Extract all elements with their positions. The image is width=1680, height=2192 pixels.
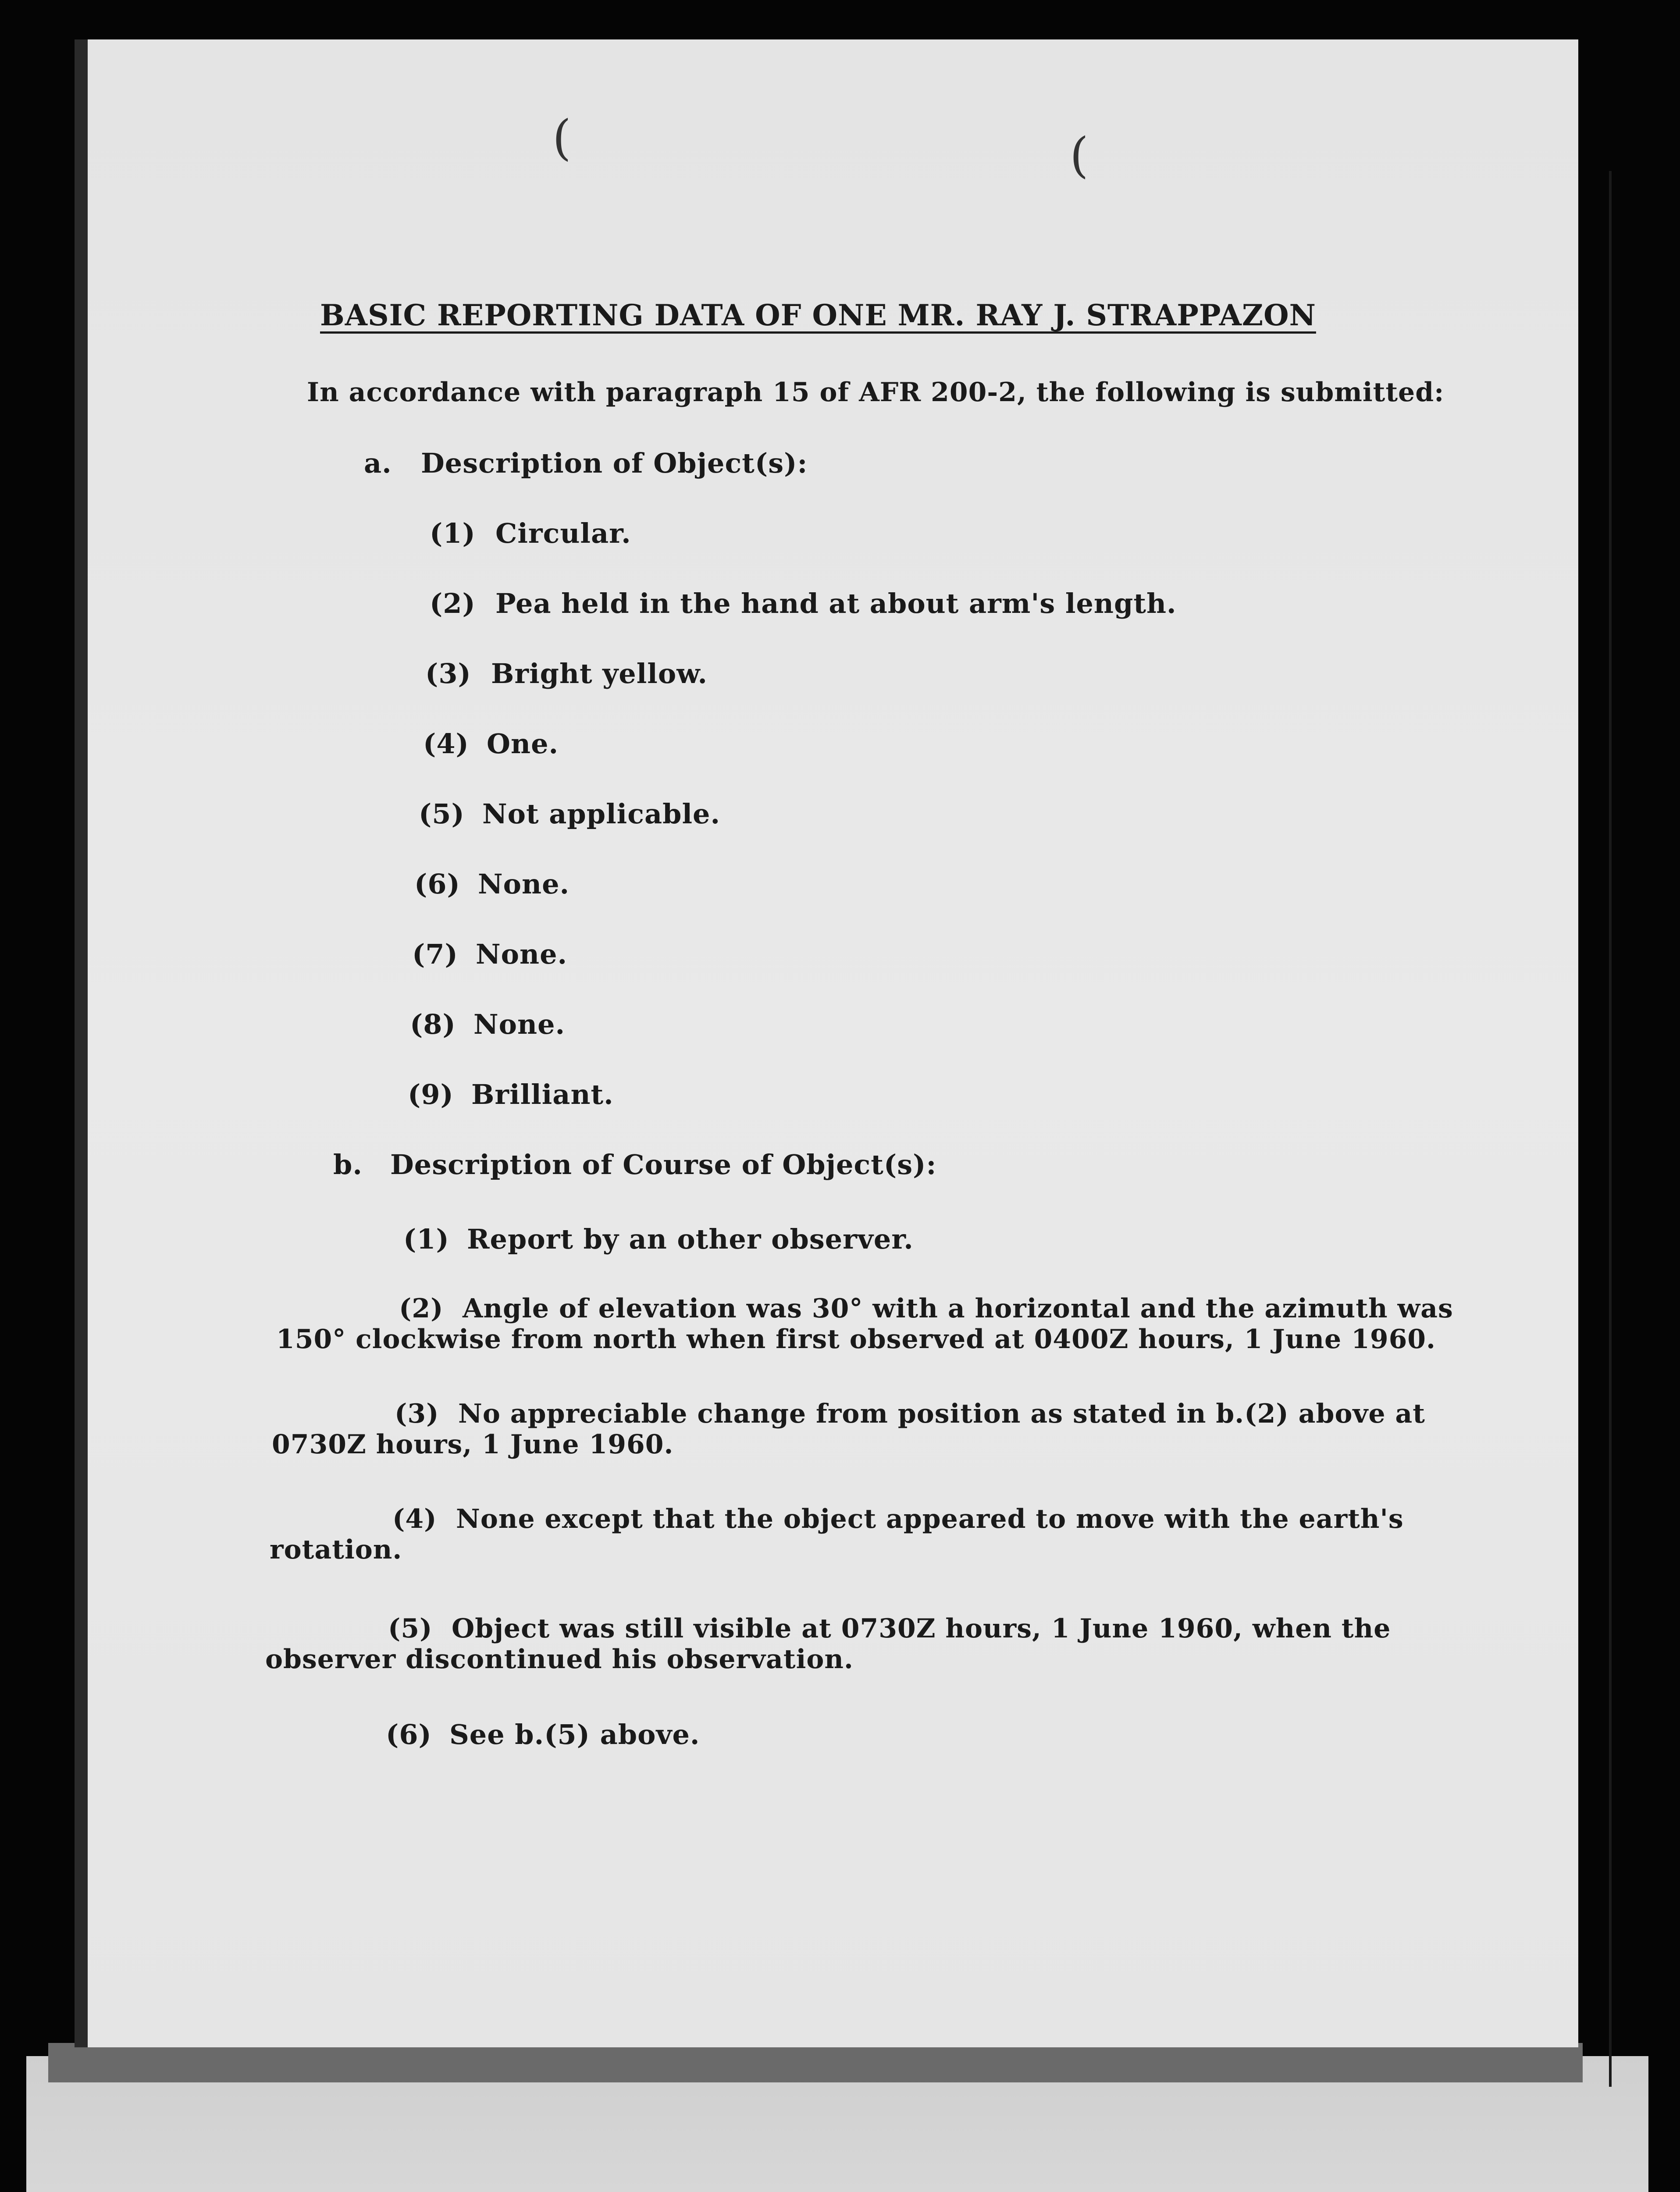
item-text: Not applicable. — [482, 798, 721, 830]
item-text-line: None except that the object appeared to move with the earth's — [456, 1504, 1404, 1534]
section-a-heading: Description of Object(s): — [421, 447, 808, 479]
item-number: (5) — [419, 798, 465, 830]
section-b-heading: Description of Course of Object(s): — [390, 1149, 937, 1181]
item-number: (4) — [392, 1504, 437, 1534]
item-number: (8) — [410, 1008, 456, 1040]
item-text: Report by an other observer. — [467, 1223, 914, 1255]
item-number: (1) — [403, 1223, 449, 1255]
item-text-line: observer discontinued his observation. — [265, 1644, 854, 1675]
item-number: (3) — [395, 1398, 439, 1429]
item-text-line: Angle of elevation was 30° with a horizontal and the azimuth was — [463, 1293, 1453, 1324]
item-text: One. — [487, 728, 559, 760]
item-text-line: No appreciable change from position as stated in b.(2) above at — [458, 1398, 1425, 1429]
item-number: (2) — [399, 1293, 444, 1324]
item-number: (1) — [430, 517, 476, 549]
item-text: None. — [478, 868, 570, 900]
section-b-label: b. — [333, 1149, 363, 1181]
item-number: (3) — [425, 658, 471, 690]
item-text: None. — [476, 938, 568, 970]
bracket-mark: ( — [1070, 127, 1089, 183]
item-number: (5) — [388, 1613, 433, 1644]
item-text-line: Object was still visible at 0730Z hours, 1 June 1960, when the — [452, 1613, 1391, 1644]
page-shadow — [48, 2043, 1583, 2082]
document-page — [75, 39, 1578, 2047]
item-number: (4) — [423, 728, 469, 760]
item-text-line: rotation. — [270, 1534, 402, 1565]
section-a-label: a. — [364, 447, 392, 479]
item-number: (6) — [386, 1719, 432, 1751]
item-text-line: 0730Z hours, 1 June 1960. — [272, 1429, 674, 1460]
bracket-mark: ( — [552, 110, 571, 166]
item-text: None. — [473, 1008, 566, 1040]
item-text: Bright yellow. — [491, 658, 708, 690]
document-title: BASIC REPORTING DATA OF ONE MR. RAY J. STRAPPAZON — [320, 298, 1316, 332]
right-margin-rule — [1609, 171, 1612, 2087]
item-text: Pea held in the hand at about arm's length. — [495, 587, 1177, 619]
item-number: (9) — [408, 1078, 454, 1110]
item-number: (2) — [430, 587, 476, 619]
item-number: (7) — [412, 938, 458, 970]
item-number: (6) — [414, 868, 460, 900]
item-text-line: 150° clockwise from north when first observed at 0400Z hours, 1 June 1960. — [276, 1324, 1436, 1355]
item-text: Circular. — [495, 517, 631, 549]
item-text: See b.(5) above. — [449, 1719, 700, 1751]
intro-text: In accordance with paragraph 15 of AFR 200-2, the following is submitted: — [307, 377, 1445, 408]
item-text: Brilliant. — [471, 1078, 614, 1110]
